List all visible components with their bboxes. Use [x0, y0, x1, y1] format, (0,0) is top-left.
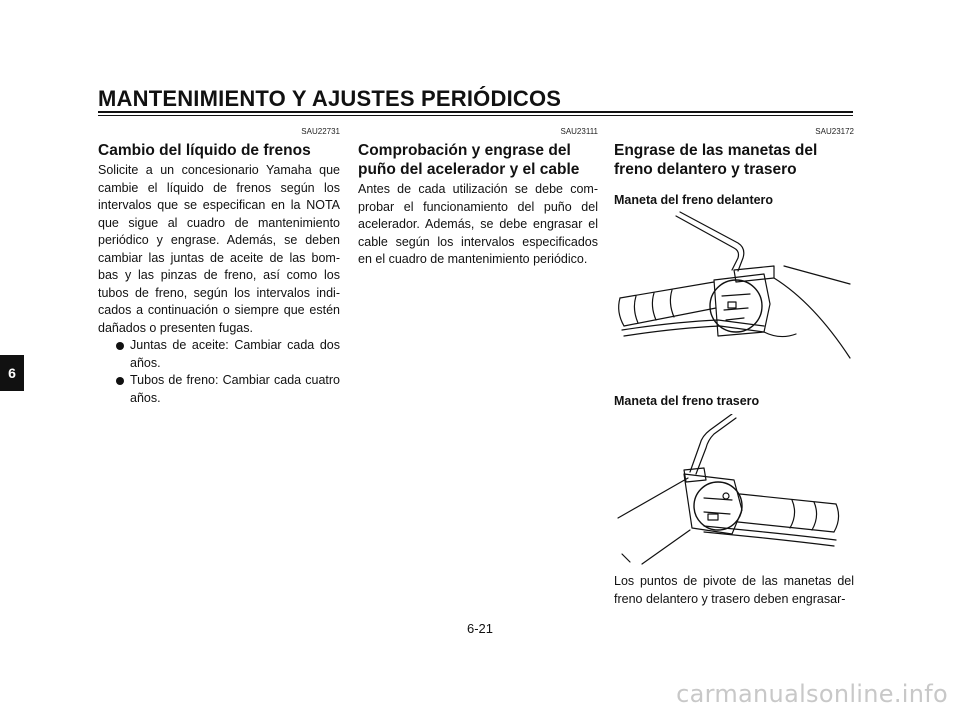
section-heading-brake-fluid: Cambio del líquido de frenos	[98, 142, 311, 159]
page-title: MANTENIMIENTO Y AJUSTES PERIÓDICOS	[98, 86, 562, 111]
front-lever-label: Maneta del freno delantero	[614, 193, 774, 207]
rear-brake-lever-illustration	[614, 414, 854, 574]
section-code: SAU23172	[815, 127, 854, 136]
column-throttle	[358, 127, 598, 269]
section-body-throttle: Antes de cada utilización se debe com-probar el funcionamiento del puño del acelerador. Además, se debe engrasar el cable según los intervalos especificados en el cuadro de mantenimiento periódico.	[358, 182, 598, 266]
section-code: SAU23111	[560, 127, 598, 136]
bullet-list	[98, 337, 340, 407]
section-body-brake-fluid: Solicite a un concesionario Yamaha que cambie el líquido de frenos según los intervalos que se especifican en la NOTA que sigue al cuadro de mantenimiento periódico y engrase. Además, se deben cambiar las juntas de aceite de las bom-bas y las pinzas de freno, así como los tubos de freno, según los intervalos indi-cados a continuación o siempre que estén dañados o presenten fugas.	[98, 163, 340, 335]
section-heading-throttle: Comprobación y engrase del puño del acelerador y el cable	[358, 142, 580, 178]
column-brake-fluid	[98, 127, 340, 407]
page-number: 6-21	[466, 621, 494, 636]
watermark: carmanualsonline.info	[676, 680, 948, 708]
list-item: Tubos de freno: Cambiar cada cuatro años.	[114, 372, 340, 407]
header-rule-thick	[98, 111, 853, 113]
front-brake-lever-illustration	[614, 208, 854, 378]
rear-lever-label: Maneta del freno trasero	[614, 394, 760, 408]
header-rule-thin	[98, 115, 853, 116]
chapter-tab: 6	[0, 355, 24, 391]
section-heading-brake-levers: Engrase de las manetas del freno delantero y trasero	[614, 142, 818, 178]
list-item: Juntas de aceite: Cambiar cada dos años.	[114, 337, 340, 372]
section-body-brake-levers: Los puntos de pivote de las manetas del freno delantero y trasero deben engrasar-	[614, 574, 854, 606]
section-code: SAU22731	[301, 127, 340, 136]
